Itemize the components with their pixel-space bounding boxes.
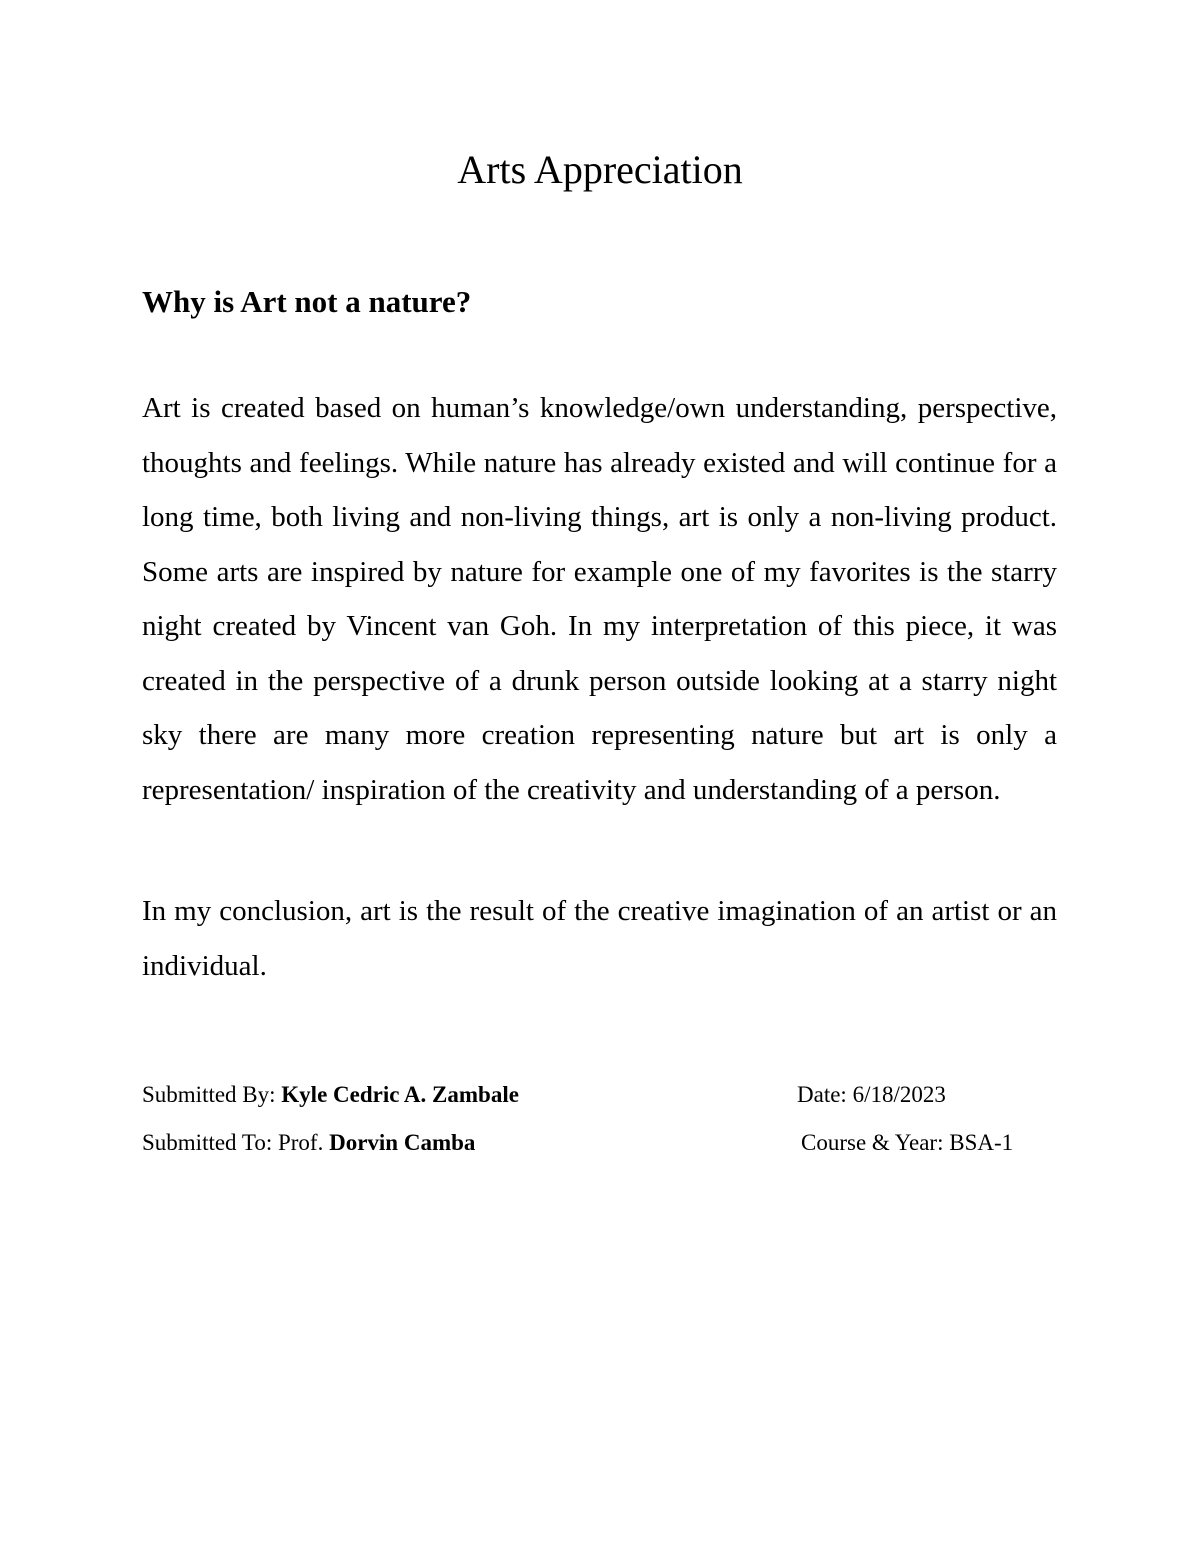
submission-footer (142, 1079, 1057, 1175)
conclusion-paragraph: In my conclusion, art is the result of the creative imagination of an artist or an individual. (142, 895, 1057, 982)
question-heading: Why is Art not a nature? (142, 284, 472, 319)
submitted-to-name: Dorvin Camba (329, 1130, 476, 1155)
submitted-to-label: Submitted To: Prof. (142, 1130, 330, 1155)
submitted-to (142, 1127, 475, 1159)
date-value: 6/18/2023 (852, 1082, 946, 1107)
document-title: Arts Appreciation (457, 147, 743, 192)
course-year (801, 1127, 1013, 1159)
submitted-by (142, 1079, 519, 1111)
course-value: BSA-1 (949, 1130, 1014, 1155)
course-label: Course & Year: (801, 1130, 950, 1155)
date (797, 1079, 946, 1111)
submitted-by-label: Submitted By: (142, 1082, 282, 1107)
footer-row-submitted-by (142, 1079, 1057, 1127)
body-paragraph: Art is created based on human’s knowledge/own understanding, perspective, thoughts and feelings. While nature has already existed and will continue for a long time, both living and non-living things, art is only a non-living product. Some arts are inspired by nature for example one of my favorites is the starry night created by Vincent van Goh. In my interpretation of this piece, it was created in the perspective of a drunk person outside looking at a starry night sky there are many more creation representing nature but art is only a representation/ inspiration of the creativity and understanding of a person. (142, 392, 1057, 806)
footer-row-submitted-to (142, 1127, 1057, 1175)
submitted-by-name: Kyle Cedric A. Zambale (281, 1082, 519, 1107)
date-label: Date: (797, 1082, 853, 1107)
